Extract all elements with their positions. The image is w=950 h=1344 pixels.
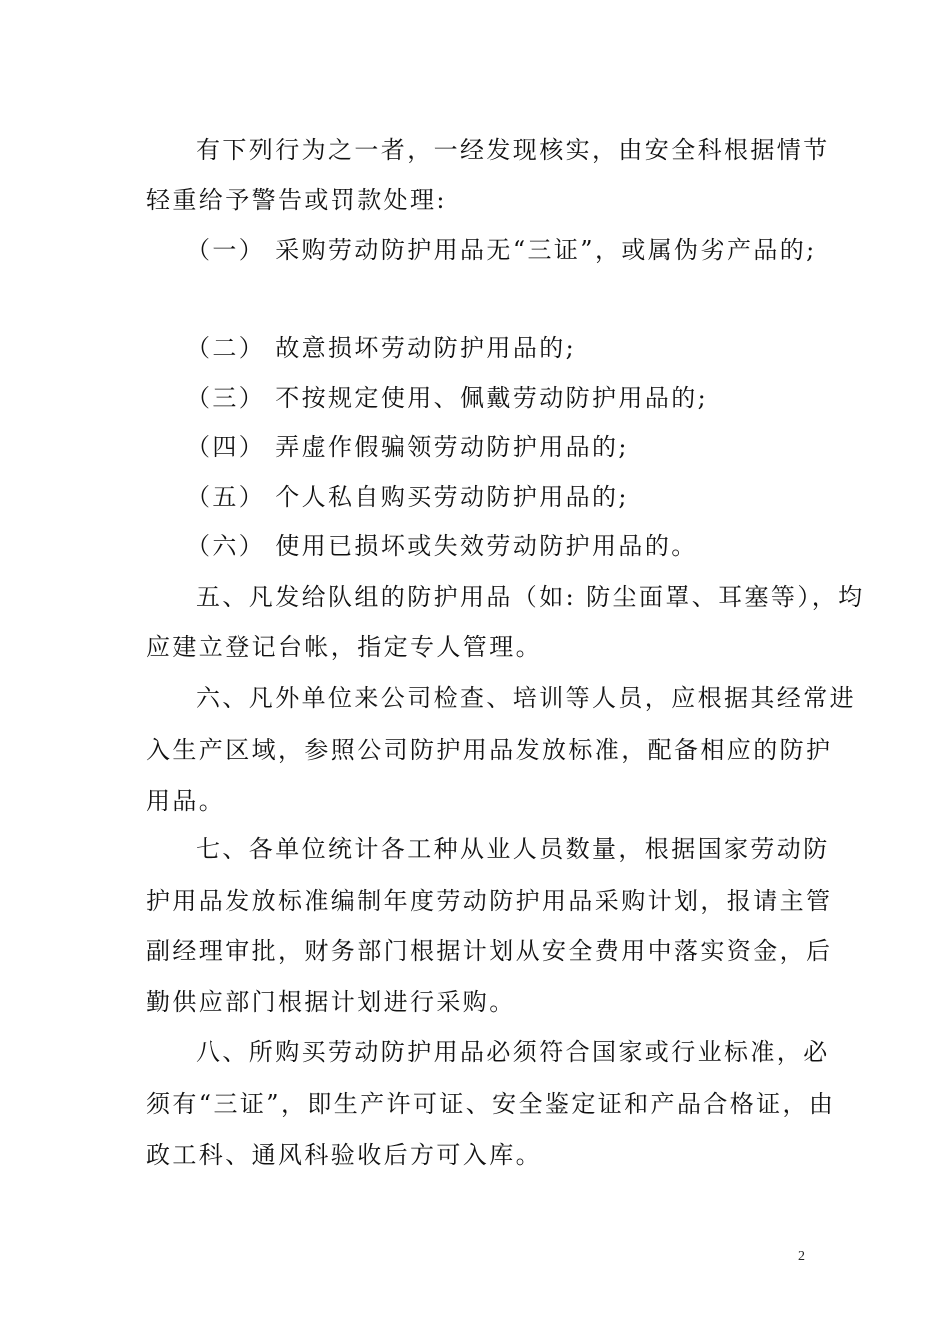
paragraph-line: 五、凡发给队组的防护用品（如: 防尘面罩、耳塞等），均	[196, 583, 865, 611]
paragraph-line: 政工科、通风科验收后方可入库。	[146, 1141, 542, 1169]
paragraph-line: 七、各单位统计各工种从业人员数量，根据国家劳动防	[196, 835, 830, 863]
paragraph-line: 副经理审批，财务部门根据计划从安全费用中落实资金，后	[146, 937, 833, 965]
list-item: （六） 使用已损坏或失效劳动防护用品的。	[186, 532, 698, 560]
paragraph-line: 用品。	[146, 787, 226, 815]
list-item: （四） 弄虚作假骗领劳动防护用品的;	[186, 433, 629, 461]
paragraph-line: 应建立登记台帐，指定专人管理。	[146, 633, 542, 661]
paragraph-line: 护用品发放标准编制年度劳动防护用品采购计划，报请主管	[146, 887, 833, 915]
paragraph-line: 六、凡外单位来公司检查、培训等人员，应根据其经常进	[196, 684, 856, 712]
list-item: （三） 不按规定使用、佩戴劳动防护用品的;	[186, 384, 709, 412]
list-item: （二） 故意损坏劳动防护用品的;	[186, 334, 577, 362]
page-number: 2	[798, 1249, 805, 1264]
paragraph-line: 八、所购买劳动防护用品必须符合国家或行业标准，必	[196, 1038, 830, 1066]
paragraph-line: 有下列行为之一者，一经发现核实，由安全科根据情节	[196, 136, 830, 164]
list-item: （五） 个人私自购买劳动防护用品的;	[186, 483, 629, 511]
list-item: （一） 采购劳动防护用品无“三证”，或属伪劣产品的;	[186, 236, 817, 264]
paragraph-line: 须有“三证”，即生产许可证、安全鉴定证和产品合格证，由	[146, 1090, 836, 1118]
paragraph-line: 入生产区域，参照公司防护用品发放标准，配备相应的防护	[146, 736, 833, 764]
paragraph-line: 勤供应部门根据计划进行采购。	[146, 988, 516, 1016]
paragraph-line: 轻重给予警告或罚款处理:	[146, 186, 447, 214]
